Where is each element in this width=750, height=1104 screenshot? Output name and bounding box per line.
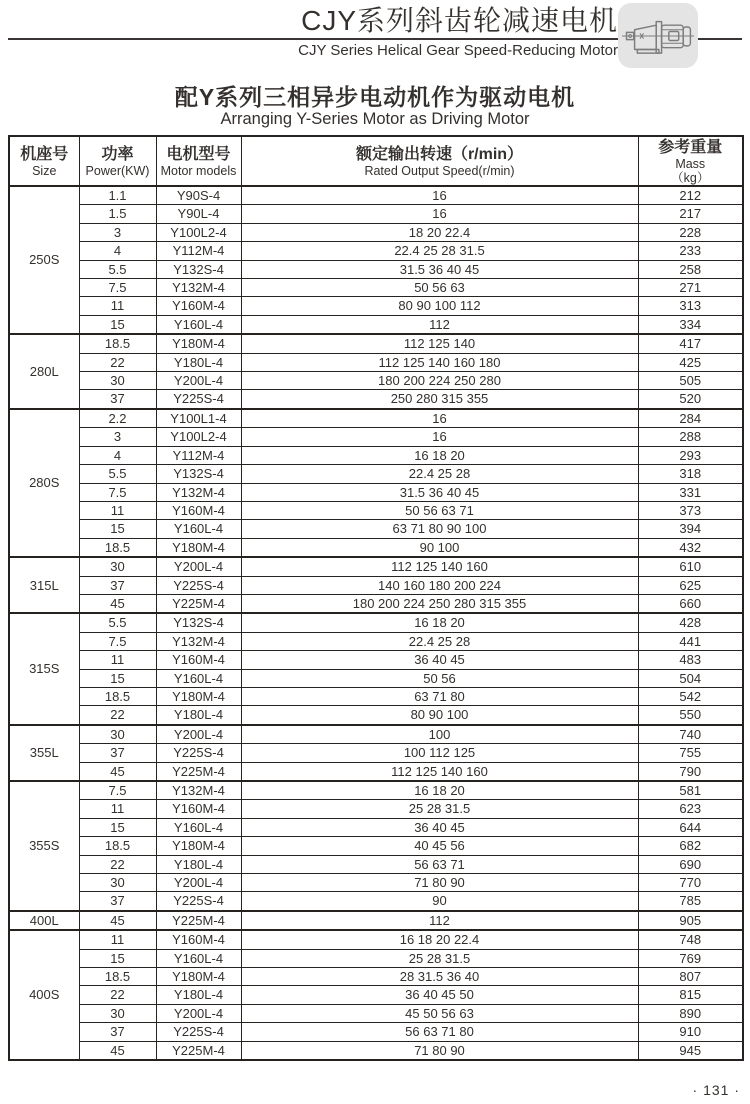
power-cell: 30 [79,725,156,744]
model-cell: Y225M-4 [156,1041,241,1060]
model-cell: Y160L-4 [156,669,241,687]
power-cell: 7.5 [79,483,156,501]
section-title: 配Y系列三相异步电动机作为驱动电机 [174,84,576,110]
mass-cell: 313 [638,297,743,315]
model-cell: Y90L-4 [156,205,241,223]
power-cell: 22 [79,855,156,873]
mass-cell: 233 [638,242,743,260]
size-group-cell: 400L [9,911,79,930]
gear-motor-icon [618,3,698,68]
speed-cell: 63 71 80 90 100 [241,520,638,538]
mass-cell: 785 [638,892,743,911]
power-cell: 15 [79,818,156,836]
speed-cell: 71 80 90 [241,1041,638,1060]
model-cell: Y160M-4 [156,501,241,519]
speed-cell: 45 50 56 63 [241,1004,638,1022]
table-row [9,669,743,687]
speed-cell: 112 125 140 [241,334,638,353]
model-cell: Y225M-4 [156,911,241,930]
size-group-cell: 315L [9,557,79,613]
table-row [9,837,743,855]
power-cell: 18.5 [79,538,156,557]
model-cell: Y180L-4 [156,706,241,725]
model-cell: Y160L-4 [156,949,241,967]
speed-cell: 16 18 20 [241,781,638,800]
mass-cell: 217 [638,205,743,223]
table-row [9,279,743,297]
power-cell: 4 [79,242,156,260]
speed-cell: 25 28 31.5 [241,800,638,818]
power-cell: 18.5 [79,968,156,986]
model-cell: Y180L-4 [156,855,241,873]
mass-cell: 318 [638,465,743,483]
header-row [9,136,743,186]
model-cell: Y225S-4 [156,390,241,409]
page-number: · 131 · [692,1082,740,1098]
mass-cell: 212 [638,186,743,205]
power-cell: 15 [79,949,156,967]
power-cell: 30 [79,874,156,892]
mass-cell: 790 [638,762,743,781]
col-header-size-cn: 机座号 [20,145,69,163]
power-cell: 7.5 [79,279,156,297]
speed-cell: 50 56 [241,669,638,687]
model-cell: Y200L-4 [156,1004,241,1022]
mass-cell: 815 [638,986,743,1004]
table-row [9,205,743,223]
table-row [9,260,743,278]
table-row [9,632,743,650]
table-row [9,297,743,315]
power-cell: 11 [79,930,156,949]
model-cell: Y90S-4 [156,186,241,205]
table-row [9,744,743,762]
col-header-size [9,136,79,186]
col-header-speed-cn: 额定输出转速（r/min） [355,145,524,163]
model-cell: Y180M-4 [156,837,241,855]
model-cell: Y160L-4 [156,315,241,334]
model-cell: Y200L-4 [156,725,241,744]
col-header-mass-unit: （kg） [671,170,710,185]
size-group-cell: 250S [9,186,79,334]
model-cell: Y160M-4 [156,800,241,818]
speed-cell: 112 [241,315,638,334]
power-cell: 11 [79,501,156,519]
table-row [9,538,743,557]
mass-cell: 417 [638,334,743,353]
mass-cell: 770 [638,874,743,892]
speed-cell: 112 [241,911,638,930]
table-row [9,874,743,892]
model-cell: Y132M-4 [156,483,241,501]
power-cell: 15 [79,315,156,334]
speed-cell: 56 63 71 80 [241,1023,638,1041]
speed-cell: 56 63 71 [241,855,638,873]
speed-cell: 63 71 80 [241,687,638,705]
power-cell: 45 [79,911,156,930]
table-row [9,651,743,669]
power-cell: 45 [79,594,156,613]
mass-cell: 432 [638,538,743,557]
model-cell: Y112M-4 [156,446,241,464]
speed-cell: 90 100 [241,538,638,557]
power-cell: 37 [79,892,156,911]
mass-cell: 288 [638,428,743,446]
table-row [9,594,743,613]
model-cell: Y180M-4 [156,334,241,353]
speed-cell: 31.5 36 40 45 [241,260,638,278]
table-row [9,1023,743,1041]
mass-cell: 542 [638,687,743,705]
power-cell: 22 [79,706,156,725]
model-cell: Y160M-4 [156,297,241,315]
table-row [9,762,743,781]
speed-cell: 16 [241,409,638,428]
size-group-cell: 355S [9,781,79,911]
speed-cell: 25 28 31.5 [241,949,638,967]
speed-cell: 16 [241,205,638,223]
mass-cell: 520 [638,390,743,409]
gear-motor-drawing [622,9,694,63]
speed-cell: 80 90 100 [241,706,638,725]
mass-cell: 373 [638,501,743,519]
power-cell: 7.5 [79,632,156,650]
power-cell: 1.5 [79,205,156,223]
table-row [9,855,743,873]
model-cell: Y225S-4 [156,576,241,594]
col-header-power [79,136,156,186]
speed-cell: 36 40 45 [241,818,638,836]
power-cell: 1.1 [79,186,156,205]
speed-cell: 112 125 140 160 [241,762,638,781]
power-cell: 15 [79,520,156,538]
mass-cell: 228 [638,223,743,241]
power-cell: 15 [79,669,156,687]
power-cell: 37 [79,1023,156,1041]
size-group-cell: 280L [9,334,79,409]
model-cell: Y160L-4 [156,818,241,836]
power-cell: 11 [79,651,156,669]
power-cell: 18.5 [79,687,156,705]
mass-cell: 331 [638,483,743,501]
table-row [9,353,743,371]
model-cell: Y132S-4 [156,260,241,278]
speed-cell: 16 [241,428,638,446]
section-heading [0,84,750,129]
power-cell: 30 [79,372,156,390]
speed-cell: 16 [241,186,638,205]
table-row [9,223,743,241]
model-cell: Y225S-4 [156,1023,241,1041]
model-cell: Y200L-4 [156,372,241,390]
mass-cell: 905 [638,911,743,930]
model-cell: Y225S-4 [156,744,241,762]
power-cell: 2.2 [79,409,156,428]
col-header-power-cn: 功率 [101,145,134,163]
table-row [9,465,743,483]
table-body [9,186,743,1060]
model-cell: Y225M-4 [156,762,241,781]
table-row [9,501,743,519]
model-cell: Y200L-4 [156,557,241,576]
power-cell: 7.5 [79,781,156,800]
speed-cell: 36 40 45 [241,651,638,669]
model-cell: Y180L-4 [156,986,241,1004]
section-subtitle: Arranging Y-Series Motor as Driving Motor [220,110,530,128]
table-row [9,315,743,334]
col-header-model [156,136,241,186]
power-cell: 3 [79,428,156,446]
mass-cell: 425 [638,353,743,371]
table-row [9,687,743,705]
power-cell: 4 [79,446,156,464]
table-row [9,725,743,744]
mass-cell: 890 [638,1004,743,1022]
col-header-model-en: Motor models [160,163,237,178]
mass-cell: 769 [638,949,743,967]
speed-cell: 50 56 63 71 [241,501,638,519]
speed-cell: 16 18 20 22.4 [241,930,638,949]
table-row [9,1004,743,1022]
power-cell: 45 [79,1041,156,1060]
power-cell: 30 [79,1004,156,1022]
title-block [298,6,618,59]
model-cell: Y132M-4 [156,781,241,800]
speed-cell: 80 90 100 112 [241,297,638,315]
model-cell: Y225S-4 [156,892,241,911]
table-row [9,781,743,800]
power-cell: 37 [79,390,156,409]
model-cell: Y132M-4 [156,632,241,650]
mass-cell: 910 [638,1023,743,1041]
table-row [9,968,743,986]
table-row [9,576,743,594]
speed-cell: 50 56 63 [241,279,638,297]
size-group-cell: 355L [9,725,79,781]
speed-cell: 112 125 140 160 [241,557,638,576]
col-header-speed-en: Rated Output Speed(r/min) [364,163,515,178]
table-row [9,706,743,725]
model-cell: Y132S-4 [156,613,241,632]
mass-cell: 550 [638,706,743,725]
mass-cell: 945 [638,1041,743,1060]
speed-cell: 140 160 180 200 224 [241,576,638,594]
table-row [9,1041,743,1060]
speed-cell: 22.4 25 28 [241,465,638,483]
model-cell: Y100L2-4 [156,223,241,241]
size-group-cell: 280S [9,409,79,557]
table-row [9,930,743,949]
power-cell: 5.5 [79,465,156,483]
power-cell: 30 [79,557,156,576]
speed-cell: 36 40 45 50 [241,986,638,1004]
col-header-mass-cn: 参考重量 [658,138,723,156]
speed-cell: 18 20 22.4 [241,223,638,241]
model-cell: Y132M-4 [156,279,241,297]
col-header-mass [638,136,743,186]
page-subtitle: CJY Series Helical Gear Speed-Reducing Motor [298,42,618,59]
model-cell: Y132S-4 [156,465,241,483]
mass-cell: 394 [638,520,743,538]
table-row [9,520,743,538]
speed-cell: 100 [241,725,638,744]
mass-cell: 740 [638,725,743,744]
model-cell: Y160M-4 [156,930,241,949]
power-cell: 5.5 [79,260,156,278]
mass-cell: 581 [638,781,743,800]
power-cell: 22 [79,986,156,1004]
mass-cell: 271 [638,279,743,297]
table-row [9,483,743,501]
table-row [9,911,743,930]
table-row [9,334,743,353]
power-cell: 11 [79,800,156,818]
size-group-cell: 400S [9,930,79,1060]
mass-cell: 610 [638,557,743,576]
speed-cell: 180 200 224 250 280 315 355 [241,594,638,613]
mass-cell: 623 [638,800,743,818]
model-cell: Y160M-4 [156,651,241,669]
table-row [9,186,743,205]
model-cell: Y180M-4 [156,538,241,557]
mass-cell: 258 [638,260,743,278]
table-row [9,818,743,836]
table-row [9,557,743,576]
speed-cell: 90 [241,892,638,911]
mass-cell: 625 [638,576,743,594]
model-cell: Y180M-4 [156,968,241,986]
table-row [9,242,743,260]
mass-cell: 755 [638,744,743,762]
table-row [9,800,743,818]
table-row [9,949,743,967]
speed-cell: 16 18 20 [241,446,638,464]
mass-cell: 644 [638,818,743,836]
page-header [0,0,750,72]
model-cell: Y100L2-4 [156,428,241,446]
page-title: CJY系列斜齿轮减速电机 [301,5,618,36]
mass-cell: 748 [638,930,743,949]
mass-cell: 284 [638,409,743,428]
table-row [9,390,743,409]
model-cell: Y200L-4 [156,874,241,892]
table-row [9,986,743,1004]
mass-cell: 428 [638,613,743,632]
speed-cell: 31.5 36 40 45 [241,483,638,501]
power-cell: 37 [79,744,156,762]
mass-cell: 807 [638,968,743,986]
mass-cell: 483 [638,651,743,669]
power-cell: 5.5 [79,613,156,632]
mass-cell: 505 [638,372,743,390]
mass-cell: 504 [638,669,743,687]
power-cell: 11 [79,297,156,315]
speed-cell: 22.4 25 28 31.5 [241,242,638,260]
mass-cell: 441 [638,632,743,650]
model-cell: Y160L-4 [156,520,241,538]
speed-cell: 22.4 25 28 [241,632,638,650]
speed-cell: 71 80 90 [241,874,638,892]
speed-cell: 112 125 140 160 180 [241,353,638,371]
speed-cell: 28 31.5 36 40 [241,968,638,986]
power-cell: 18.5 [79,837,156,855]
power-cell: 3 [79,223,156,241]
col-header-mass-en: Mass [675,156,706,171]
table-row [9,613,743,632]
model-cell: Y180L-4 [156,353,241,371]
col-header-model-cn: 电机型号 [166,145,231,163]
table-row [9,446,743,464]
col-header-size-en: Size [32,163,57,178]
mass-cell: 660 [638,594,743,613]
size-group-cell: 315S [9,613,79,724]
motor-spec-table [8,135,744,1061]
mass-cell: 690 [638,855,743,873]
model-cell: Y100L1-4 [156,409,241,428]
power-cell: 22 [79,353,156,371]
power-cell: 37 [79,576,156,594]
table-row [9,409,743,428]
model-cell: Y225M-4 [156,594,241,613]
table-row [9,372,743,390]
mass-cell: 334 [638,315,743,334]
speed-cell: 100 112 125 [241,744,638,762]
model-cell: Y180M-4 [156,687,241,705]
col-header-speed [241,136,638,186]
speed-cell: 40 45 56 [241,837,638,855]
speed-cell: 16 18 20 [241,613,638,632]
table-row [9,892,743,911]
speed-cell: 250 280 315 355 [241,390,638,409]
model-cell: Y112M-4 [156,242,241,260]
mass-cell: 293 [638,446,743,464]
power-cell: 18.5 [79,334,156,353]
table-row [9,428,743,446]
table-header [9,136,743,186]
speed-cell: 180 200 224 250 280 [241,372,638,390]
col-header-power-en: Power(KW) [85,163,150,178]
power-cell: 45 [79,762,156,781]
mass-cell: 682 [638,837,743,855]
